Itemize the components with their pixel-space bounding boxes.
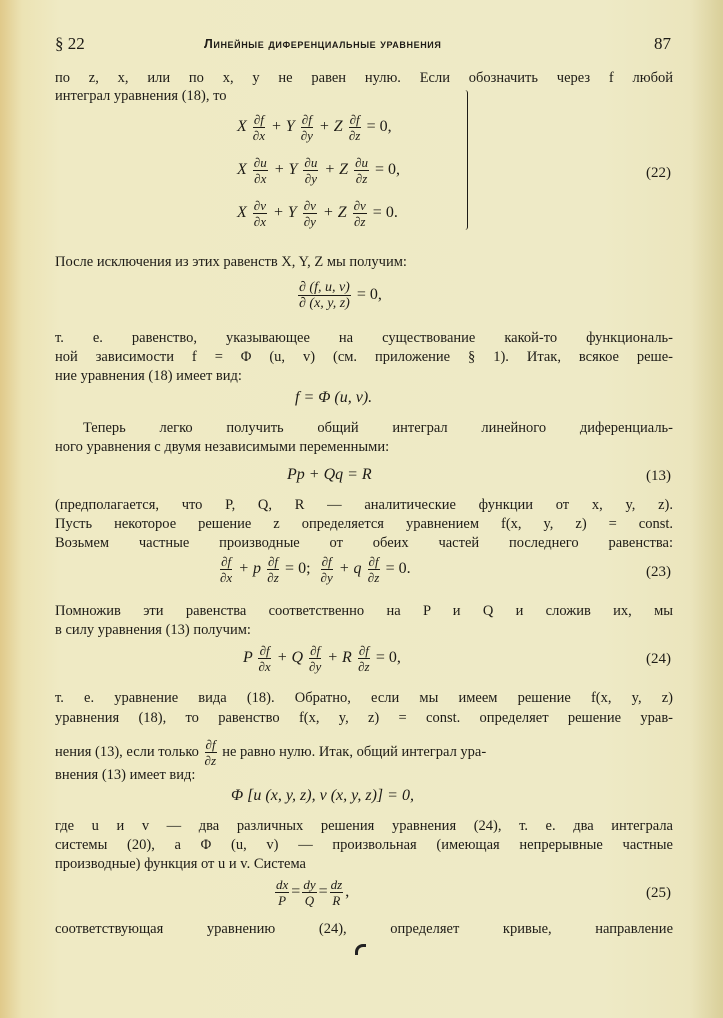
- equation-22-row-2: X $\frac{\partial u}{\partial x}$ + Y $\frac{\partial u}{\partial y}$ + Z $\frac{\partial u}{\partial z}$ = 0,: [237, 155, 401, 186]
- right-brace: [460, 90, 468, 230]
- equation-number: (24): [646, 651, 671, 667]
- equation-25: $\frac{dx}{P}$ = $\frac{dy}{Q}$ = $\frac{dz}{R}$ ,: [276, 877, 350, 908]
- equation-13: Pp + Qq = R: [287, 466, 372, 483]
- text-line: Помножив эти равенства соответственно на P и Q и сложив их, мы: [55, 603, 673, 619]
- equation-number: (23): [646, 564, 671, 580]
- equation-23: $\frac{\partial f}{\partial x}$ + p $\frac{\partial f}{\partial z}$ = 0; $\frac{\partial f}{\partial y}$ + q $\frac{\partial f}{\partial z}$ = 0.: [220, 554, 411, 585]
- equation-number: (22): [646, 165, 671, 181]
- text-line: Теперь легко получить общий интеграл линейного диференциаль-: [83, 420, 673, 436]
- equation-number: (25): [646, 885, 671, 901]
- text-line-with-fraction: нения (13), если только $\frac{\partial f}{\partial z}$ не равно нулю. Итак, общий интеграл ура-: [55, 737, 487, 768]
- text-line: интеграл уравнения (18), то: [55, 88, 227, 104]
- text-line: системы (20), а Φ (u, v) — произвольная (имеющая непрерывные частные: [55, 837, 673, 853]
- text-line: После исключения из этих равенств X, Y, Z мы получим:: [55, 254, 407, 270]
- text-line: (предполагается, что P, Q, R — аналитические функции от x, y, z).: [55, 497, 673, 513]
- page-number: 87: [654, 34, 671, 53]
- text-line: Пусть некоторое решение z определяется уравнением f(x, y, z) = const.: [55, 516, 673, 532]
- text-line: т. е. уравнение вида (18). Обратно, если мы имеем решение f(x, y, z): [55, 690, 673, 706]
- text-line: где u и v — два различных решения уравнения (24), т. е. два интеграла: [55, 818, 673, 834]
- running-header: [55, 34, 671, 56]
- text-line: ного уравнения с двумя независимыми переменными:: [55, 439, 390, 455]
- chapter-title: Линейные диференциальные уравнения: [204, 37, 442, 51]
- equation-24: P $\frac{\partial f}{\partial x}$ + Q $\frac{\partial f}{\partial y}$ + R $\frac{\partial f}{\partial z}$ = 0,: [243, 643, 401, 674]
- text-line: внения (13) имеет вид:: [55, 767, 196, 783]
- equation-22-row-3: X $\frac{\partial v}{\partial x}$ + Y $\frac{\partial v}{\partial y}$ + Z $\frac{\partial v}{\partial z}$ = 0.: [237, 198, 398, 229]
- text-line: т. е. равенство, указывающее на существование какой-то функциональ-: [55, 330, 673, 346]
- general-integral-equation: Φ [u (x, y, z), v (x, y, z)] = 0,: [231, 787, 414, 804]
- text-line: производные) функция от u и v. Система: [55, 856, 306, 872]
- text-line: соответствующая уравнению (24), определяет кривые, направление: [55, 921, 673, 937]
- text-line: по z, x, или по x, y не равен нулю. Если обозначить через f любой: [55, 70, 673, 86]
- text-line: ной зависимости f = Φ (u, v) (см. приложение § 1). Итак, всякое реше-: [55, 349, 673, 365]
- text-line: в силу уравнения (13) получим:: [55, 622, 251, 638]
- jacobian-equation: $\frac{\partial (f, u, v)}{\partial (x, y, z)}$ = 0,: [299, 280, 382, 311]
- phi-equation: f = Φ (u, v).: [295, 389, 373, 406]
- print-artifact: [355, 944, 366, 955]
- section-number: § 22: [55, 34, 85, 53]
- equation-22-row-1: X $\frac{\partial f}{\partial x}$ + Y $\frac{\partial f}{\partial y}$ + Z $\frac{\partial f}{\partial z}$ = 0,: [237, 112, 392, 143]
- equation-number: (13): [646, 468, 671, 484]
- text-line: Возьмем частные производные от обеих частей последнего равенства:: [55, 535, 673, 551]
- text-line: ние уравнения (18) имеет вид:: [55, 368, 242, 384]
- text-line: уравнения (18), то равенство f(x, y, z) = const. определяет решение урав-: [55, 710, 673, 726]
